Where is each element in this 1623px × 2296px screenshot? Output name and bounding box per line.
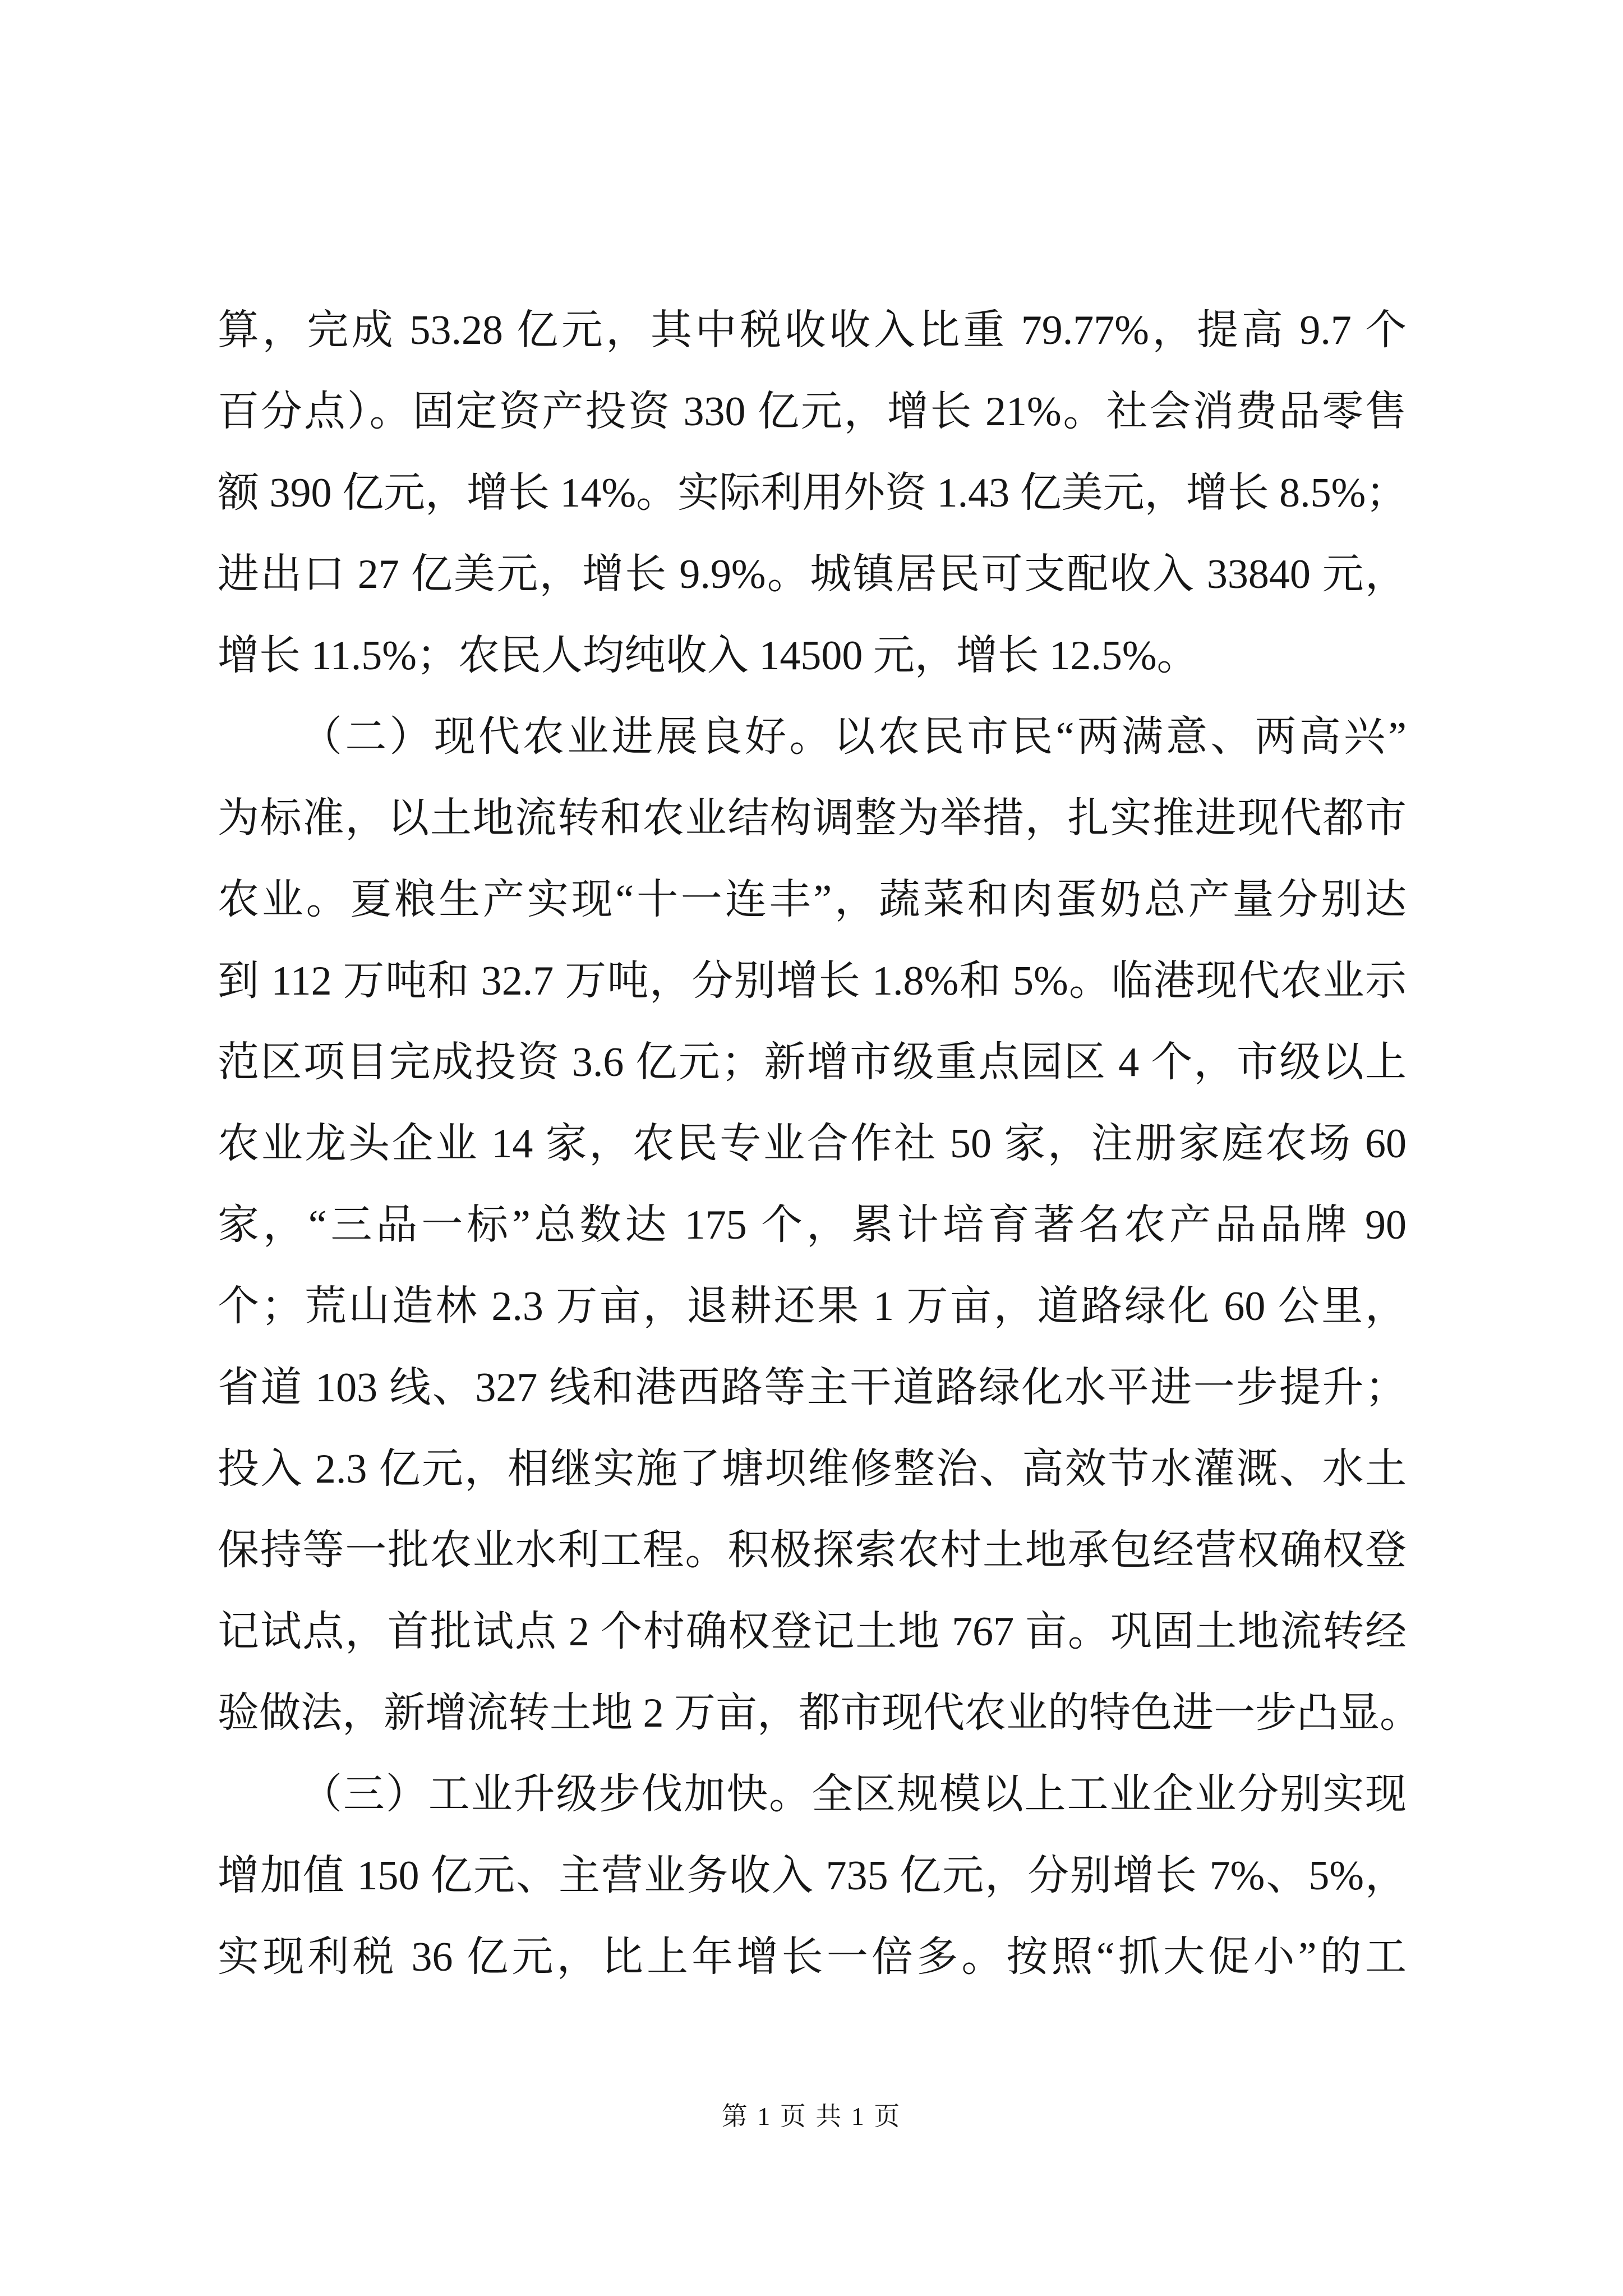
body-text bbox=[218, 290, 1421, 1998]
text-line: 增长 11.5%；农民人均纯收入 14500 元，增长 12.5%。 bbox=[218, 633, 1198, 679]
paragraph-continued bbox=[218, 290, 1407, 697]
text-line: 为标准，以土地流转和农业结构调整为举措，扎实推进现代都市 bbox=[218, 795, 1407, 841]
text-line: 农业。夏粮生产实现“十一连丰”，蔬菜和肉蛋奶总产量分别达 bbox=[218, 877, 1407, 923]
text-line: （二）现代农业进展良好。以农民市民“两满意、两高兴” bbox=[301, 714, 1407, 760]
text-line: 投入 2.3 亿元，相继实施了塘坝维修整治、高效节水灌溉、水土 bbox=[218, 1446, 1407, 1492]
text-line: 保持等一批农业水利工程。积极探索农村土地承包经营权确权登 bbox=[218, 1527, 1407, 1573]
page-footer: 第 1 页 共 1 页 bbox=[721, 2102, 902, 2131]
paragraph-agriculture bbox=[218, 697, 1421, 1754]
text-line: 增加值 150 亿元、主营业务收入 735 亿元，分别增长 7%、5%， bbox=[218, 1853, 1407, 1899]
text-line: （三）工业升级步伐加快。全区规模以上工业企业分别实现 bbox=[301, 1772, 1407, 1818]
text-line: 验做法，新增流转土地 2 万亩，都市现代农业的特色进一步凸显。 bbox=[218, 1690, 1421, 1736]
text-line: 到 112 万吨和 32.7 万吨，分别增长 1.8%和 5%。临港现代农业示 bbox=[218, 958, 1407, 1004]
text-line: 省道 103 线、327 线和港西路等主干道路绿化水平进一步提升； bbox=[218, 1365, 1407, 1411]
text-line: 实现利税 36 亿元，比上年增长一倍多。按照“抓大促小”的工 bbox=[218, 1934, 1407, 1980]
text-line: 范区项目完成投资 3.6 亿元；新增市级重点园区 4 个，市级以上 bbox=[218, 1039, 1407, 1085]
text-line: 记试点，首批试点 2 个村确权登记土地 767 亩。巩固土地流转经 bbox=[218, 1609, 1407, 1655]
text-line: 个；荒山造林 2.3 万亩，退耕还果 1 万亩，道路绿化 60 公里， bbox=[218, 1283, 1407, 1329]
text-line: 额 390 亿元，增长 14%。实际利用外资 1.43 亿美元，增长 8.5%； bbox=[218, 470, 1408, 516]
text-line: 算，完成 53.28 亿元，其中税收收入比重 79.77%，提高 9.7 个 bbox=[218, 307, 1407, 353]
text-line: 家，“三品一标”总数达 175 个，累计培育著名农产品品牌 90 bbox=[218, 1202, 1407, 1248]
text-line: 农业龙头企业 14 家，农民专业合作社 50 家，注册家庭农场 60 bbox=[218, 1121, 1407, 1167]
text-line: 进出口 27 亿美元，增长 9.9%。城镇居民可支配收入 33840 元， bbox=[218, 551, 1407, 597]
paragraph-industry bbox=[218, 1754, 1407, 1998]
text-line: 百分点）。固定资产投资 330 亿元，增长 21%。社会消费品零售 bbox=[218, 389, 1407, 435]
